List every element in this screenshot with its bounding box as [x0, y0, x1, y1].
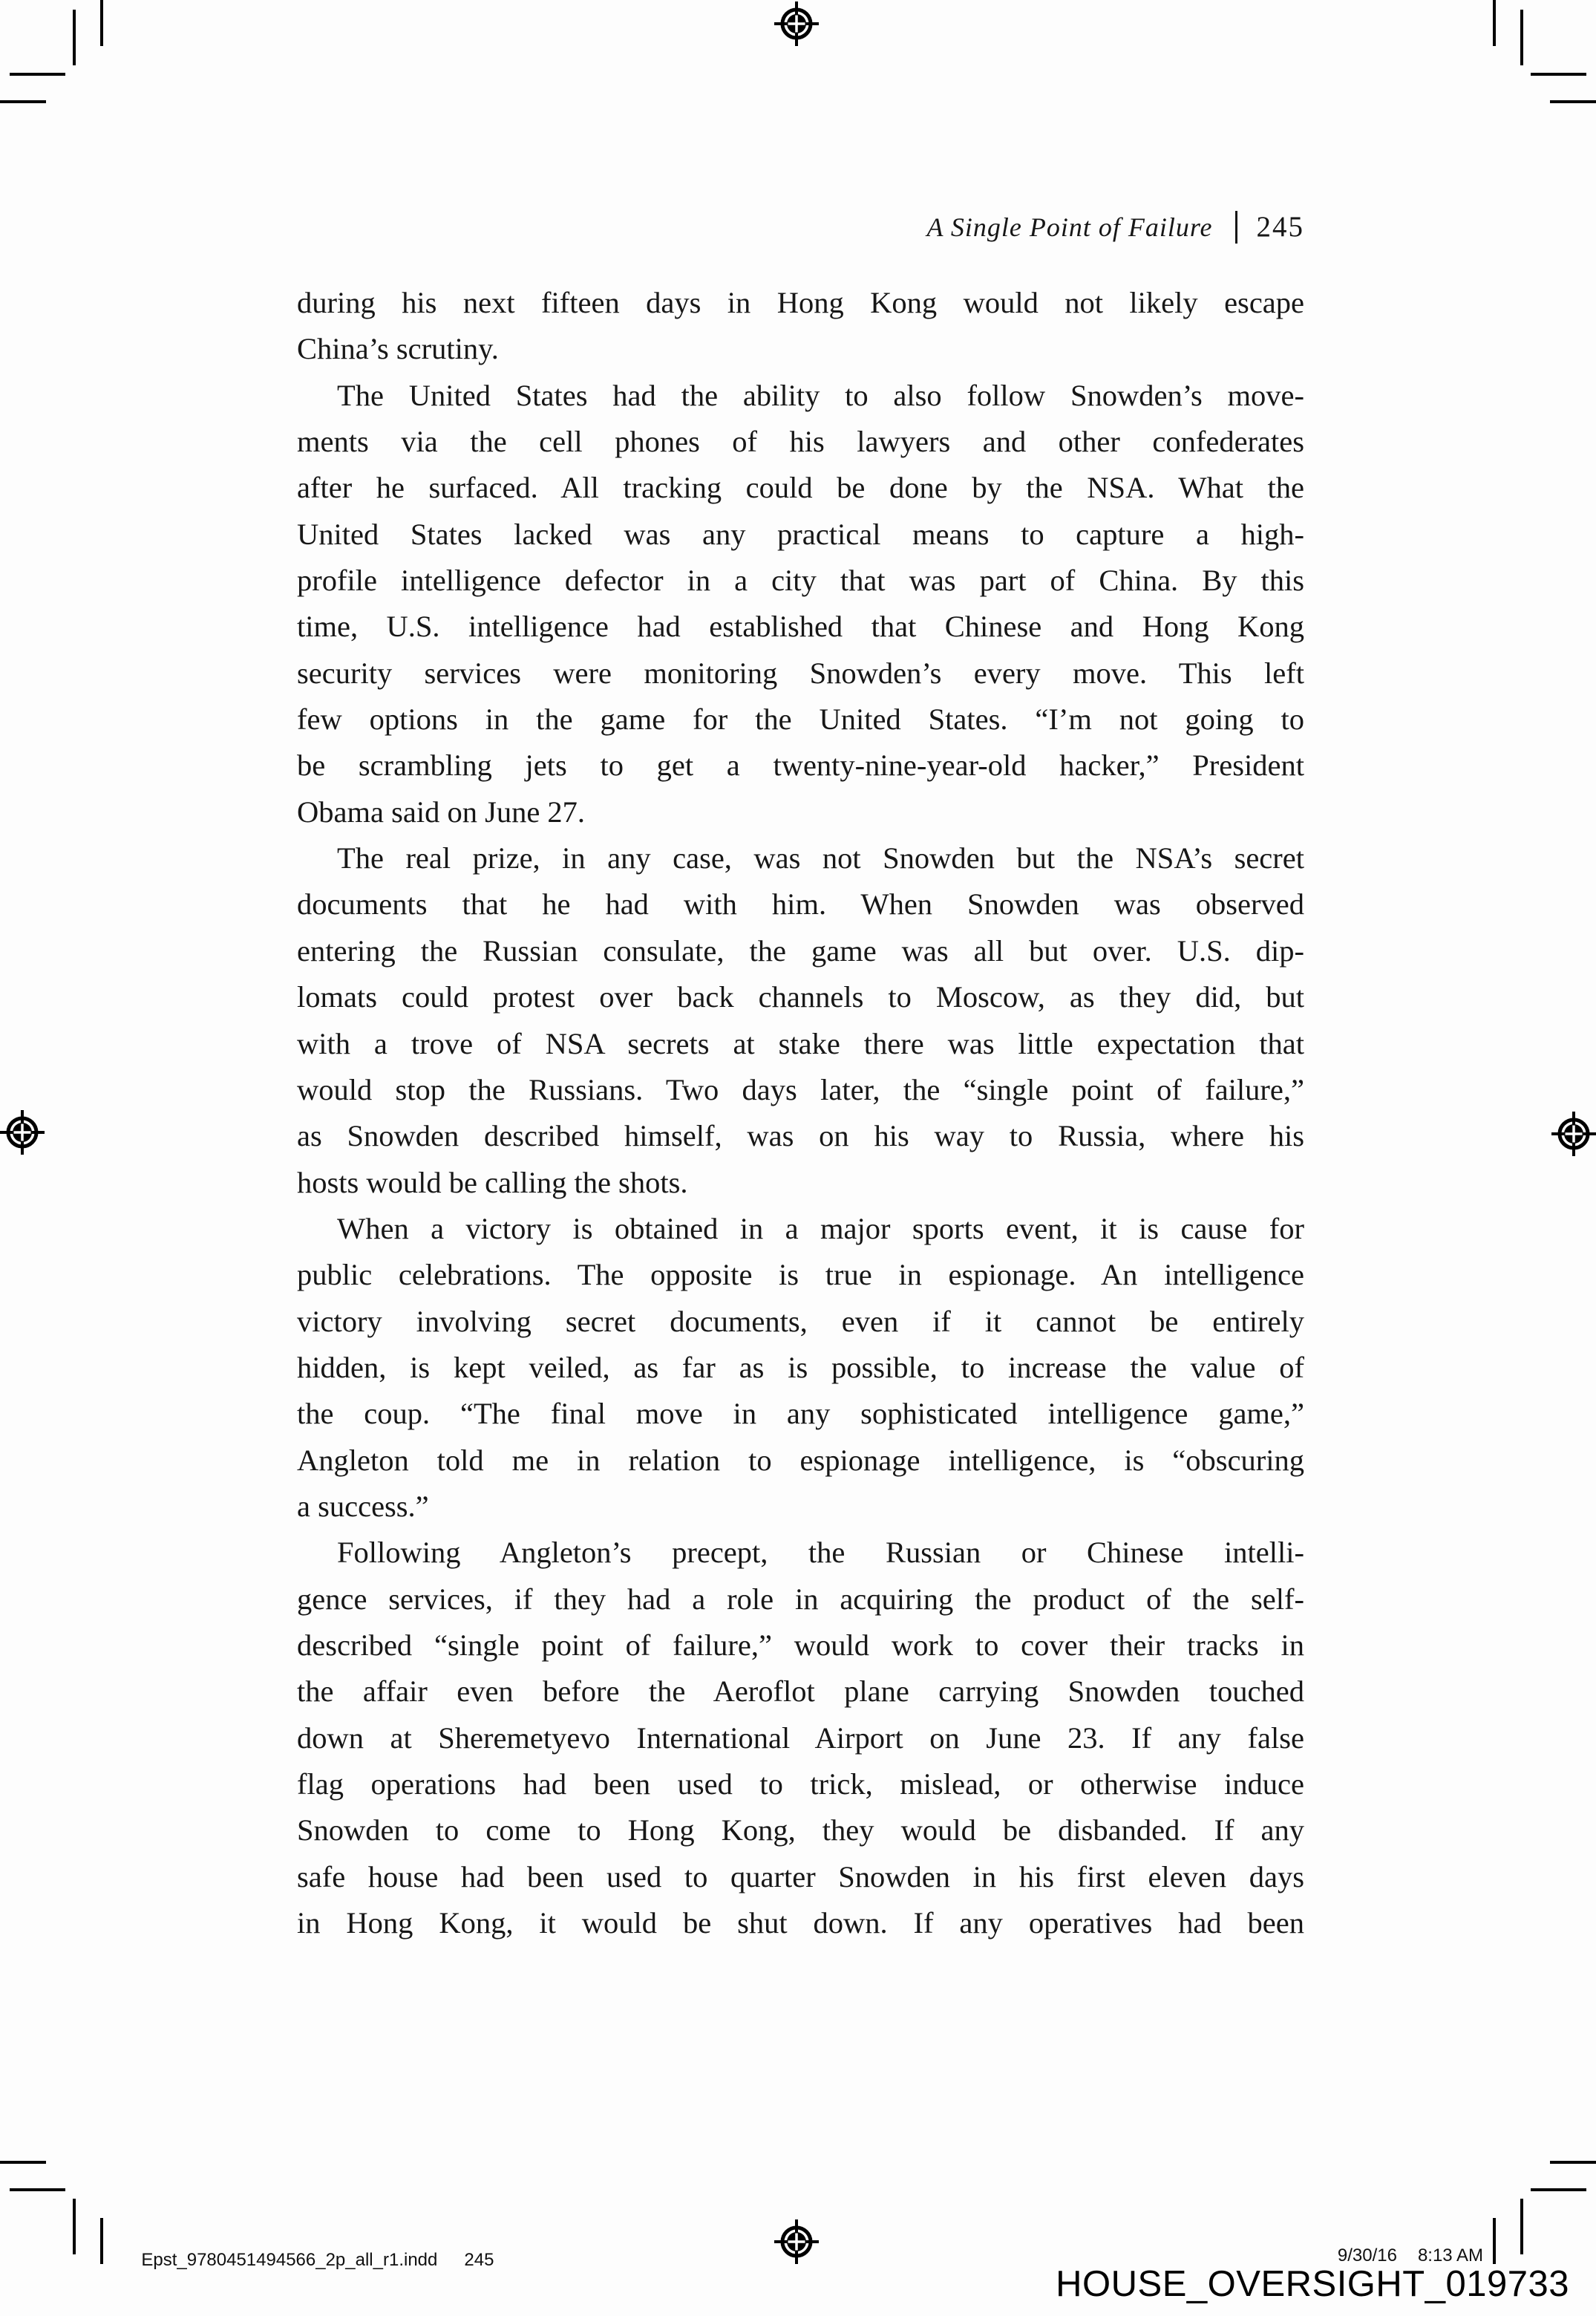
body-text [297, 280, 1304, 1946]
text-line: The United States had the ability to also follow Snowden’s move- [337, 378, 1304, 412]
crop-mark [1520, 2199, 1523, 2254]
running-header [927, 210, 1304, 244]
footer-date: 9/30/16 [1337, 2245, 1397, 2266]
registration-mark-top-icon [773, 0, 820, 48]
text-line: with a trove of NSA secrets at stake there was little expectation that [297, 1026, 1304, 1060]
crop-mark [10, 73, 65, 76]
bates-stamp: HOUSE_OVERSIGHT_019733 [1056, 2264, 1569, 2304]
crop-mark [1531, 2188, 1586, 2191]
text-line: described “single point of failure,” would work to cover their tracks in [297, 1628, 1304, 1662]
page-number: 245 [1256, 211, 1304, 243]
text-line: a success.” [297, 1489, 429, 1523]
registration-mark-bottom-icon [773, 2218, 820, 2266]
footer-filename: Epst_9780451494566_2p_all_r1.indd [141, 2250, 438, 2270]
text-line: flag operations had been used to trick, mislead, or otherwise induce [297, 1767, 1304, 1801]
text-line: during his next fifteen days in Hong Kong would not likely escape [297, 286, 1304, 319]
text-line: Following Angleton’s precept, the Russian or Chinese intelli- [337, 1536, 1304, 1570]
chapter-title: A Single Point of Failure [926, 212, 1213, 242]
crop-mark [1550, 2161, 1596, 2164]
footer-page-number: 245 [464, 2250, 494, 2270]
text-line: the affair even before the Aeroflot plane carrying Snowden touched [297, 1674, 1304, 1709]
text-line: safe house had been used to quarter Snowden in his first eleven days [297, 1859, 1304, 1893]
crop-mark [73, 10, 76, 65]
text-line: hosts would be calling the shots. [297, 1165, 688, 1199]
crop-mark [1531, 73, 1586, 76]
footer-slug [131, 2229, 494, 2271]
text-line: The real prize, in any case, was not Snowden but the NSA’s secret [337, 841, 1304, 875]
registration-mark-left-icon [0, 1109, 46, 1156]
crop-mark [0, 2161, 46, 2164]
text-line: When a victory is obtained in a major sports event, it is cause for [337, 1211, 1304, 1245]
text-line: hidden, is kept veiled, as far as is possible, to increase the value of [297, 1350, 1304, 1384]
text-line: entering the Russian consulate, the game was all but over. U.S. dip- [297, 933, 1304, 968]
text-line: China’s scrutiny. [297, 332, 499, 366]
text-line: in Hong Kong, it would be shut down. If any operatives had been [297, 1906, 1304, 1940]
header-divider [1235, 211, 1237, 244]
footer-time: 8:13 AM [1417, 2245, 1483, 2266]
text-line: gence services, if they had a role in acquiring the product of the self- [297, 1582, 1304, 1616]
text-line: Snowden to come to Hong Kong, they would be disbanded. If any [297, 1813, 1304, 1847]
text-line: be scrambling jets to get a twenty-nine-year-old hacker,” President [297, 748, 1304, 783]
text-line: ments via the cell phones of his lawyers and other confederates [297, 425, 1304, 459]
text-line: would stop the Russians. Two days later, the “single point of failure,” [297, 1072, 1304, 1106]
text-line: profile intelligence defector in a city that was part of China. By this [297, 564, 1304, 598]
text-line: lomats could protest over back channels to Moscow, as they did, but [297, 980, 1304, 1014]
footer-datetime [1328, 2225, 1483, 2266]
text-line: victory involving secret documents, even if it cannot be entirely [297, 1304, 1304, 1338]
text-line: few options in the game for the United States. “I’m not going to [297, 702, 1304, 737]
crop-mark [1493, 2218, 1496, 2264]
crop-mark [0, 100, 46, 103]
crop-mark [10, 2188, 65, 2191]
crop-mark [73, 2199, 76, 2254]
crop-mark [1520, 10, 1523, 65]
text-line: Obama said on June 27. [297, 795, 586, 829]
text-line: as Snowden described himself, was on his way to Russia, where his [297, 1119, 1304, 1153]
crop-mark [100, 0, 103, 46]
text-line: Angleton told me in relation to espionage intelligence, is “obscuring [297, 1443, 1304, 1477]
text-line: down at Sheremetyevo International Airport on June 23. If any false [297, 1720, 1304, 1755]
crop-mark [1493, 0, 1496, 46]
crop-mark [100, 2218, 103, 2264]
text-line: after he surfaced. All tracking could be done by the NSA. What the [297, 471, 1304, 505]
registration-mark-right-icon [1550, 1110, 1596, 1158]
text-line: public celebrations. The opposite is true in espionage. An intelligence [297, 1258, 1304, 1292]
text-line: the coup. “The final move in any sophisticated intelligence game,” [297, 1397, 1304, 1431]
text-line: time, U.S. intelligence had established that Chinese and Hong Kong [297, 610, 1304, 644]
text-line: United States lacked was any practical means to capture a high- [297, 517, 1304, 551]
crop-mark [1550, 100, 1596, 103]
text-line: documents that he had with him. When Snowden was observed [297, 887, 1304, 921]
text-line: security services were monitoring Snowden’s every move. This left [297, 656, 1304, 690]
